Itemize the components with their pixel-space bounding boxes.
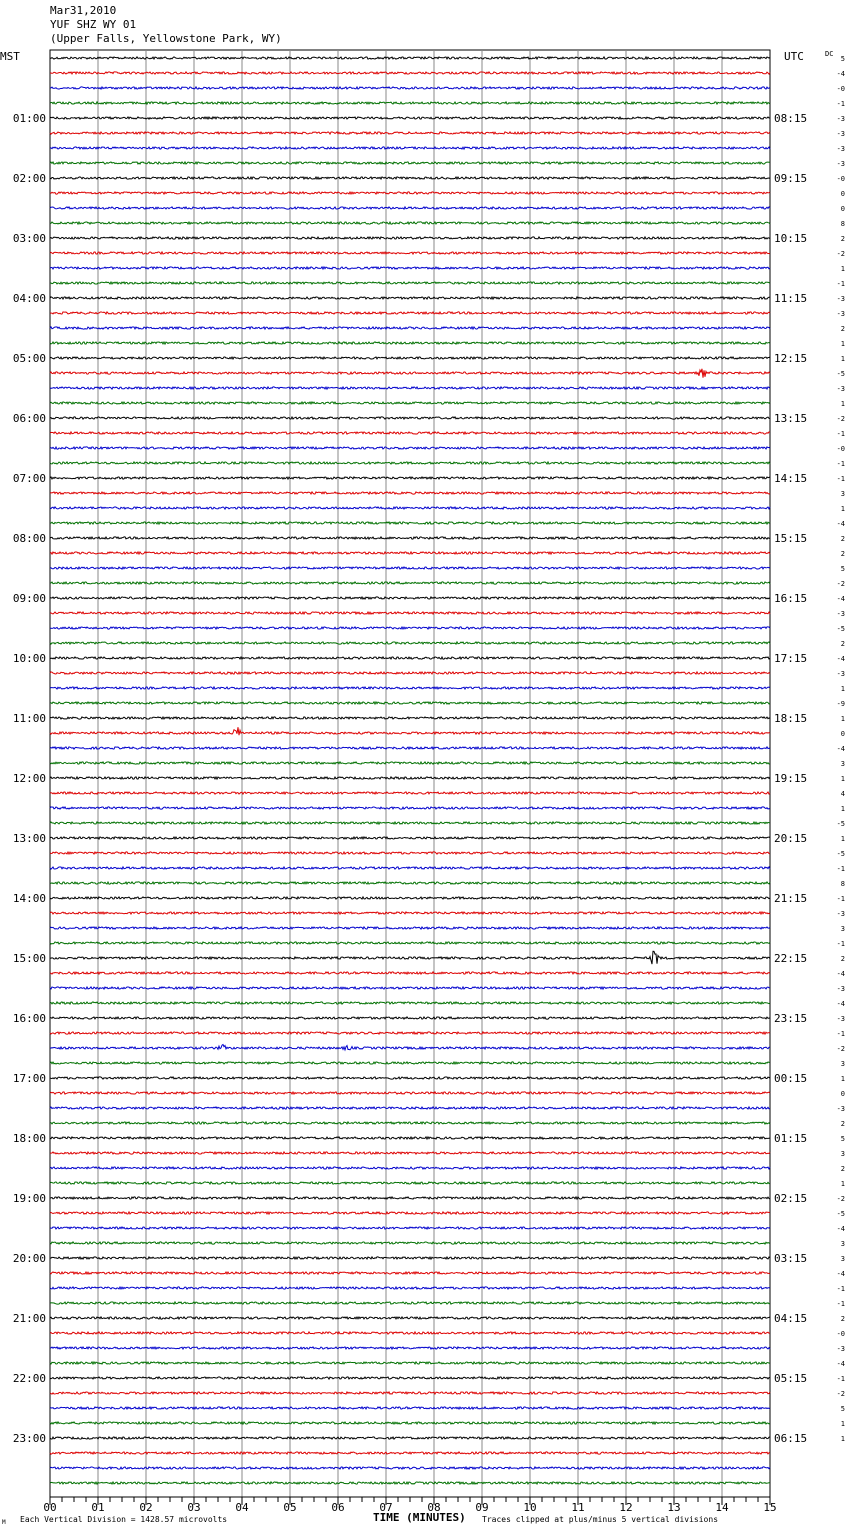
mst-hour-label: 07:00: [12, 472, 46, 485]
station-location: (Upper Falls, Yellowstone Park, WY): [50, 32, 282, 45]
x-tick-label: 06: [331, 1501, 345, 1514]
trace-line: [50, 402, 770, 404]
trace-line: [50, 1362, 770, 1364]
trace-line: [50, 1045, 770, 1050]
trace-line: [50, 1407, 770, 1409]
trace-line: [50, 417, 770, 419]
utc-hour-label: 11:15: [774, 292, 808, 305]
dc-offset-label: 2: [840, 1120, 845, 1128]
dc-offset-label: -1: [836, 1375, 845, 1383]
clip-note: Traces clipped at plus/minus 5 vertical divisions: [482, 1515, 719, 1524]
mst-hour-label: 05:00: [12, 352, 46, 365]
trace-line: [50, 627, 770, 629]
dc-offset-label: 0: [840, 190, 845, 198]
dc-offset-label: -4: [836, 655, 845, 663]
dc-offset-label: -1: [836, 280, 845, 288]
trace-line: [50, 672, 770, 674]
dc-offset-label: 8: [840, 220, 845, 228]
utc-hour-label: 18:15: [774, 712, 808, 725]
trace-line: [50, 237, 770, 239]
dc-offset-label: 1: [840, 805, 845, 813]
dc-offset-label: -3: [836, 910, 845, 918]
trace-line: [50, 312, 770, 314]
dc-offset-label: -2: [836, 1390, 845, 1398]
trace-line: [50, 927, 770, 929]
trace-line: [50, 477, 770, 479]
trace-line: [50, 702, 770, 704]
x-tick-label: 00: [43, 1501, 57, 1514]
dc-offset-label: -2: [836, 250, 845, 258]
mst-hour-label: 14:00: [12, 892, 46, 905]
dc-offset-label: -3: [836, 160, 845, 168]
dc-offset-label: -0: [836, 85, 845, 93]
right-axis-title: UTC: [784, 50, 804, 63]
trace-line: [50, 552, 770, 554]
mst-hour-label: 19:00: [12, 1192, 46, 1205]
trace-line: [50, 1347, 770, 1349]
mst-hour-label: 18:00: [12, 1132, 46, 1145]
x-axis-title: TIME (MINUTES): [373, 1511, 466, 1524]
trace-line: [50, 462, 770, 464]
trace-line: [50, 357, 770, 359]
trace-line: [50, 1377, 770, 1379]
trace-line: [50, 297, 770, 299]
x-tick-label: 11: [571, 1501, 585, 1514]
left-axis-title: MST: [0, 50, 20, 63]
trace-line: [50, 162, 770, 164]
trace-line: [50, 1092, 770, 1094]
x-tick-label: 08: [427, 1501, 441, 1514]
dc-offset-label: -3: [836, 130, 845, 138]
trace-line: [50, 117, 770, 119]
mst-hour-label: 03:00: [12, 232, 46, 245]
trace-line: [50, 951, 770, 964]
utc-hour-label: 04:15: [774, 1312, 808, 1325]
station-code: YUF SHZ WY 01: [50, 18, 137, 31]
trace-line: [50, 1062, 770, 1064]
trace-line: [50, 222, 770, 224]
x-tick-label: 09: [475, 1501, 489, 1514]
utc-hour-label: 23:15: [774, 1012, 808, 1025]
trace-line: [50, 777, 770, 779]
trace-line: [50, 612, 770, 614]
dc-offset-label: -1: [836, 1030, 845, 1038]
x-tick-label: 12: [619, 1501, 633, 1514]
dc-offset-label: 1: [840, 775, 845, 783]
trace-line: [50, 1302, 770, 1304]
dc-offset-label: -3: [836, 985, 845, 993]
trace-line: [50, 942, 770, 944]
trace-line: [50, 1182, 770, 1184]
trace-line: [50, 267, 770, 269]
dc-offset-label: -0: [836, 445, 845, 453]
trace-line: [50, 1332, 770, 1334]
utc-hour-label: 21:15: [774, 892, 808, 905]
trace-line: [50, 727, 770, 735]
trace-line: [50, 1197, 770, 1199]
dc-offset-label: -1: [836, 475, 845, 483]
trace-line: [50, 1152, 770, 1154]
dc-offset-label: -1: [836, 895, 845, 903]
utc-hour-label: 09:15: [774, 172, 808, 185]
utc-hour-label: 17:15: [774, 652, 808, 665]
dc-offset-label: 1: [840, 1435, 845, 1443]
trace-line: [50, 1272, 770, 1274]
dc-offset-label: 2: [840, 1165, 845, 1173]
trace-line: [50, 687, 770, 689]
mst-hour-label: 12:00: [12, 772, 46, 785]
dc-offset-label: 1: [840, 835, 845, 843]
trace-line: [50, 582, 770, 584]
mst-hour-label: 01:00: [12, 112, 46, 125]
dc-offset-label: 1: [840, 400, 845, 408]
dc-offset-label: 2: [840, 325, 845, 333]
trace-line: [50, 72, 770, 74]
trace-line: [50, 642, 770, 644]
trace-line: [50, 492, 770, 494]
trace-line: [50, 867, 770, 869]
mst-hour-label: 20:00: [12, 1252, 46, 1265]
dc-offset-label: 5: [840, 565, 845, 573]
trace-line: [50, 327, 770, 329]
trace-line: [50, 282, 770, 284]
x-tick-label: 02: [139, 1501, 153, 1514]
trace-line: [50, 132, 770, 134]
trace-line: [50, 882, 770, 884]
dc-offset-label: -5: [836, 370, 845, 378]
utc-hour-label: 01:15: [774, 1132, 808, 1145]
dc-offset-label: -3: [836, 115, 845, 123]
dc-offset-label: -5: [836, 625, 845, 633]
trace-line: [50, 597, 770, 599]
dc-offset-label: 2: [840, 640, 845, 648]
trace-line: [50, 1257, 770, 1259]
utc-hour-label: 03:15: [774, 1252, 808, 1265]
trace-line: [50, 252, 770, 254]
dc-offset-label: 2: [840, 955, 845, 963]
x-tick-label: 07: [379, 1501, 393, 1514]
x-tick-label: 13: [667, 1501, 681, 1514]
dc-offset-label: 1: [840, 340, 845, 348]
mst-hour-label: 10:00: [12, 652, 46, 665]
utc-hour-label: 00:15: [774, 1072, 808, 1085]
trace-line: [50, 717, 770, 719]
trace-line: [50, 972, 770, 974]
trace-line: [50, 1137, 770, 1139]
mst-hour-label: 06:00: [12, 412, 46, 425]
mst-hour-label: 23:00: [12, 1432, 46, 1445]
trace-line: [50, 852, 770, 854]
dc-offset-label: -4: [836, 1270, 845, 1278]
helicorder-date: Mar31,2010: [50, 4, 117, 17]
mst-hour-label: 17:00: [12, 1072, 46, 1085]
x-tick-label: 15: [763, 1501, 777, 1514]
utc-hour-label: 02:15: [774, 1192, 808, 1205]
x-tick-label: 14: [715, 1501, 729, 1514]
dc-offset-label: -4: [836, 1000, 845, 1008]
trace-line: [50, 1392, 770, 1394]
dc-offset-label: 1: [840, 685, 845, 693]
trace-line: [50, 1032, 770, 1034]
dc-offset-label: -2: [836, 1045, 845, 1053]
trace-line: [50, 432, 770, 434]
dc-offset-label: 3: [840, 760, 845, 768]
dc-offset-label: -4: [836, 1225, 845, 1233]
dc-offset-label: 8: [840, 880, 845, 888]
trace-line: [50, 1212, 770, 1214]
dc-offset-label: -3: [836, 1015, 845, 1023]
dc-offset-label: -3: [836, 1105, 845, 1113]
trace-line: [50, 762, 770, 764]
dc-offset-label: 2: [840, 535, 845, 543]
dc-offset-label: -4: [836, 520, 845, 528]
dc-offset-label: -1: [836, 1285, 845, 1293]
dc-offset-label: -3: [836, 385, 845, 393]
dc-offset-label: -4: [836, 970, 845, 978]
utc-hour-label: 15:15: [774, 532, 808, 545]
trace-line: [50, 822, 770, 824]
dc-offset-label: -4: [836, 595, 845, 603]
mst-hour-label: 21:00: [12, 1312, 46, 1325]
utc-hour-label: 16:15: [774, 592, 808, 605]
mst-hour-label: 09:00: [12, 592, 46, 605]
dc-offset-label: -3: [836, 145, 845, 153]
trace-line: [50, 1122, 770, 1124]
dc-offset-label: 0: [840, 205, 845, 213]
trace-line: [50, 1002, 770, 1004]
dc-offset-label: 1: [840, 505, 845, 513]
dc-offset-label: -1: [836, 1300, 845, 1308]
trace-line: [50, 102, 770, 104]
dc-offset-label: -3: [836, 1345, 845, 1353]
scale-note: Each Vertical Division = 1428.57 microvolts: [20, 1515, 228, 1524]
trace-line: [50, 369, 770, 378]
trace-line: [50, 1467, 770, 1469]
dc-offset-label: 0: [840, 1090, 845, 1098]
trace-line: [50, 807, 770, 809]
x-tick-label: 03: [187, 1501, 201, 1514]
trace-line: [50, 342, 770, 344]
dc-offset-label: -5: [836, 1210, 845, 1218]
dc-offset-label: 2: [840, 1315, 845, 1323]
mst-hour-label: 04:00: [12, 292, 46, 305]
dc-offset-label: -5: [836, 850, 845, 858]
dc-offset-label: 1: [840, 1075, 845, 1083]
trace-line: [50, 387, 770, 389]
dc-offset-label: 0: [840, 730, 845, 738]
dc-offset-label: 1: [840, 1420, 845, 1428]
x-tick-label: 05: [283, 1501, 297, 1514]
dc-offset-label: 1: [840, 715, 845, 723]
trace-line: [50, 147, 770, 149]
dc-offset-label: -1: [836, 430, 845, 438]
dc-offset-label: -3: [836, 610, 845, 618]
trace-line: [50, 1452, 770, 1454]
dc-offset-label: 1: [840, 1180, 845, 1188]
trace-line: [50, 1107, 770, 1109]
utc-hour-label: 05:15: [774, 1372, 808, 1385]
trace-line: [50, 1227, 770, 1229]
trace-line: [50, 837, 770, 839]
dc-offset-label: 2: [840, 235, 845, 243]
utc-hour-label: 10:15: [774, 232, 808, 245]
dc-offset-label: -1: [836, 865, 845, 873]
utc-hour-label: 20:15: [774, 832, 808, 845]
x-tick-label: 01: [91, 1501, 105, 1514]
mst-hour-label: 13:00: [12, 832, 46, 845]
dc-offset-label: 3: [840, 925, 845, 933]
utc-hour-label: 06:15: [774, 1432, 808, 1445]
utc-hour-label: 14:15: [774, 472, 808, 485]
mst-hour-label: 15:00: [12, 952, 46, 965]
trace-line: [50, 447, 770, 449]
mst-hour-label: 22:00: [12, 1372, 46, 1385]
dc-offset-label: 1: [840, 355, 845, 363]
trace-line: [50, 897, 770, 899]
dc-offset-label: -3: [836, 310, 845, 318]
trace-line: [50, 912, 770, 914]
dc-offset-label: -4: [836, 1360, 845, 1368]
mst-hour-label: 11:00: [12, 712, 46, 725]
x-tick-label: 10: [523, 1501, 537, 1514]
trace-line: [50, 987, 770, 989]
dc-offset-label: -5: [836, 820, 845, 828]
dc-offset-label: -3: [836, 670, 845, 678]
trace-line: [50, 1077, 770, 1079]
trace-line: [50, 1017, 770, 1019]
mst-hour-label: 08:00: [12, 532, 46, 545]
dc-column-title: DC: [825, 50, 834, 58]
trace-line: [50, 177, 770, 179]
trace-line: [50, 1167, 770, 1169]
dc-offset-label: -2: [836, 415, 845, 423]
footer-mark: M: [2, 1519, 6, 1526]
utc-hour-label: 13:15: [774, 412, 808, 425]
dc-offset-label: -1: [836, 940, 845, 948]
trace-line: [50, 192, 770, 194]
trace-line: [50, 1482, 770, 1484]
trace-line: [50, 792, 770, 794]
dc-offset-label: -4: [836, 745, 845, 753]
trace-line: [50, 87, 770, 89]
dc-offset-label: 5: [840, 1405, 845, 1413]
trace-line: [50, 1287, 770, 1289]
dc-offset-label: 3: [840, 1240, 845, 1248]
trace-line: [50, 57, 770, 59]
trace-line: [50, 747, 770, 749]
utc-hour-label: 22:15: [774, 952, 808, 965]
dc-offset-label: -1: [836, 100, 845, 108]
dc-offset-label: -2: [836, 580, 845, 588]
dc-offset-label: -0: [836, 175, 845, 183]
dc-offset-label: -4: [836, 70, 845, 78]
dc-offset-label: 3: [840, 1060, 845, 1068]
dc-offset-label: 4: [840, 790, 845, 798]
trace-line: [50, 207, 770, 209]
trace-line: [50, 537, 770, 539]
trace-line: [50, 1422, 770, 1424]
dc-offset-label: -0: [836, 1330, 845, 1338]
dc-offset-label: 5: [840, 55, 845, 63]
dc-offset-label: 3: [840, 1255, 845, 1263]
trace-line: [50, 1317, 770, 1319]
dc-offset-label: -2: [836, 1195, 845, 1203]
trace-line: [50, 522, 770, 524]
trace-line: [50, 1437, 770, 1439]
dc-offset-label: 2: [840, 550, 845, 558]
mst-hour-label: 02:00: [12, 172, 46, 185]
trace-line: [50, 567, 770, 569]
dc-offset-label: 1: [840, 265, 845, 273]
utc-hour-label: 08:15: [774, 112, 808, 125]
mst-hour-label: 16:00: [12, 1012, 46, 1025]
trace-line: [50, 657, 770, 659]
dc-offset-label: 3: [840, 1150, 845, 1158]
dc-offset-label: 3: [840, 490, 845, 498]
trace-line: [50, 507, 770, 509]
utc-hour-label: 12:15: [774, 352, 808, 365]
dc-offset-label: 5: [840, 1135, 845, 1143]
x-tick-label: 04: [235, 1501, 249, 1514]
dc-offset-label: -9: [836, 700, 845, 708]
dc-offset-label: -1: [836, 460, 845, 468]
trace-line: [50, 1242, 770, 1244]
utc-hour-label: 19:15: [774, 772, 808, 785]
dc-offset-label: -3: [836, 295, 845, 303]
